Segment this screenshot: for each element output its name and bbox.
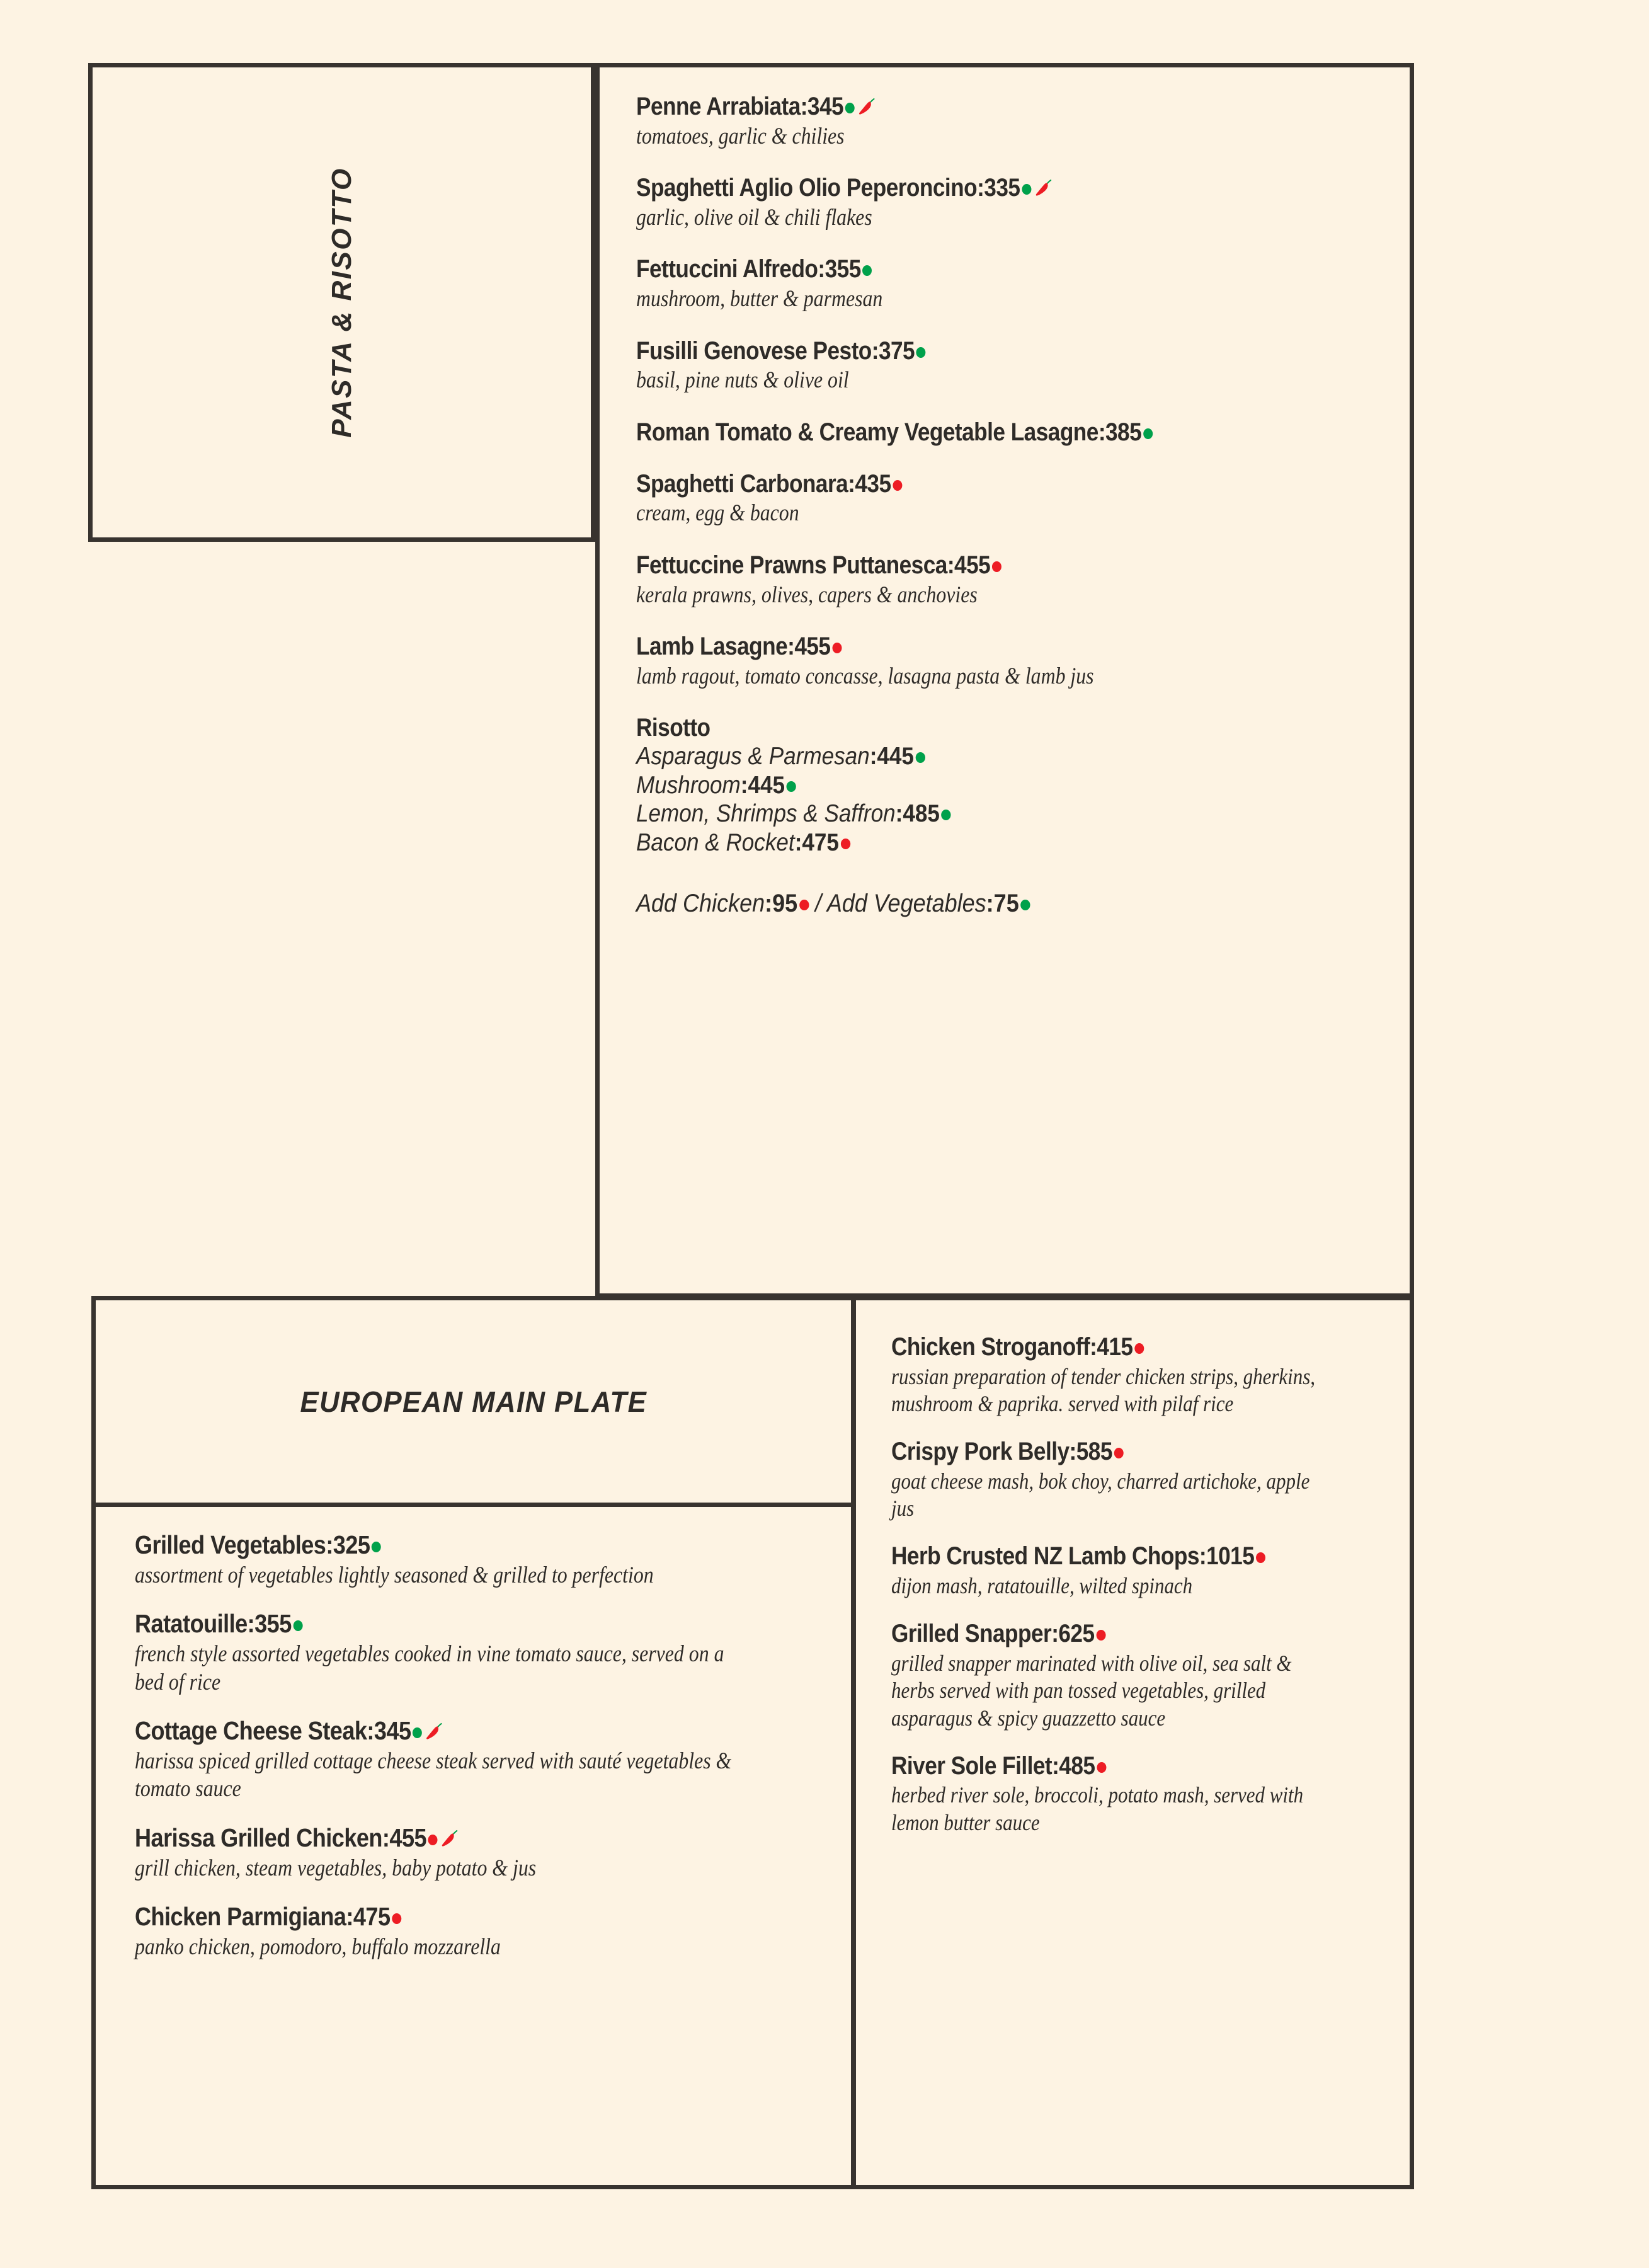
menu-item-title: Grilled Vegetables:325 xyxy=(135,1531,747,1560)
menu-item-description: grill chicken, steam vegetables, baby potato & jus xyxy=(135,1855,537,1881)
menu-item-description: russian preparation of tender chicken strips, gherkins, mushroom & paprika. served with pilaf rice xyxy=(891,1363,1316,1416)
menu-item xyxy=(135,1903,831,1961)
veg-marker-dot xyxy=(862,265,872,276)
chili-pepper-icon xyxy=(425,1722,444,1741)
menu-item-title: Penne Arrabiata:345 xyxy=(636,93,1296,121)
menu-item-title: Fettuccine Prawns Puttanesca:455 xyxy=(636,551,1296,580)
menu-item-description: lamb ragout, tomato concasse, lasagna pasta & lamb jus xyxy=(636,663,1094,689)
european-main-plate-section-title: EUROPEAN MAIN PLATE xyxy=(300,1385,647,1418)
menu-item-title: Spaghetti Carbonara:435 xyxy=(636,470,1296,498)
pasta-risotto-items-box xyxy=(595,63,1414,1298)
veg-marker-dot xyxy=(916,752,925,763)
menu-item-title: Spaghetti Aglio Olio Peperoncino:335 xyxy=(636,174,1296,202)
menu-item-description: tomatoes, garlic & chilies xyxy=(636,123,845,149)
menu-item-description: basil, pine nuts & olive oil xyxy=(636,367,849,394)
menu-item-title: Cottage Cheese Steak:345 xyxy=(135,1717,747,1746)
non-veg-marker-dot xyxy=(1134,1343,1144,1354)
veg-marker-dot xyxy=(372,1542,381,1552)
veg-marker-dot xyxy=(413,1727,422,1738)
menu-item-title: Crispy Pork Belly:585 xyxy=(891,1438,1329,1466)
chili-pepper-icon xyxy=(440,1830,459,1848)
non-veg-marker-dot xyxy=(799,900,809,910)
non-veg-marker-dot xyxy=(1096,1630,1105,1641)
non-veg-marker-dot xyxy=(893,480,902,491)
menu-item-description: cream, egg & bacon xyxy=(636,500,799,527)
menu-item xyxy=(891,1542,1389,1600)
non-veg-marker-dot xyxy=(428,1835,438,1845)
menu-item-description: harissa spiced grilled cottage cheese steak served with sauté vegetables & tomato sauce xyxy=(135,1748,732,1802)
menu-item xyxy=(636,551,1386,609)
menu-item-description: kerala prawns, olives, capers & anchovies xyxy=(636,581,978,608)
menu-item-title: Fettuccini Alfredo:355 xyxy=(636,255,1296,284)
chili-pepper-icon xyxy=(857,98,876,117)
menu-item-description: herbed river sole, broccoli, potato mash, served with lemon butter sauce xyxy=(891,1782,1304,1835)
risotto-group xyxy=(636,714,1386,857)
menu-item xyxy=(636,418,1386,447)
menu-item-title: River Sole Fillet:485 xyxy=(891,1752,1329,1780)
menu-item xyxy=(636,633,1386,690)
veg-marker-dot xyxy=(1143,428,1153,439)
pasta-risotto-section-title: PASTA & RISOTTO xyxy=(326,167,357,438)
menu-item xyxy=(891,1438,1389,1522)
chili-pepper-icon xyxy=(1034,179,1053,198)
menu-item-description: mushroom, butter & parmesan xyxy=(636,286,883,312)
menu-item xyxy=(891,1333,1389,1418)
menu-item-title: Chicken Parmigiana:475 xyxy=(135,1903,747,1932)
european-right-items-box xyxy=(852,1296,1414,2189)
risotto-variant: Asparagus & Parmesan:445 xyxy=(636,742,1311,771)
menu-item-description: grilled snapper marinated with olive oil, sea salt & herbs served with pan tossed vegetables, grilled asparagus & spicy guazzetto sauce xyxy=(891,1651,1292,1731)
non-veg-marker-dot xyxy=(1097,1762,1106,1773)
veg-marker-dot xyxy=(916,347,926,358)
menu-item xyxy=(636,93,1386,151)
menu-item-title: Chicken Stroganoff:415 xyxy=(891,1333,1329,1361)
menu-item-title: Fusilli Genovese Pesto:375 xyxy=(636,337,1296,365)
menu-item-description: french style assorted vegetables cooked in vine tomato sauce, served on a bed of rice xyxy=(135,1641,724,1695)
menu-item-title: Roman Tomato & Creamy Vegetable Lasagne:385 xyxy=(636,418,1296,447)
menu-item xyxy=(891,1620,1389,1731)
menu-item-description: assortment of vegetables lightly seasoned & grilled to perfection xyxy=(135,1562,654,1588)
risotto-variant: Lemon, Shrimps & Saffron:485 xyxy=(636,799,1311,828)
menu-item-title: Ratatouille:355 xyxy=(135,1610,747,1639)
menu-item xyxy=(135,1824,831,1882)
menu-item-title: Herb Crusted NZ Lamb Chops:1015 xyxy=(891,1542,1329,1571)
menu-item xyxy=(135,1531,831,1589)
veg-marker-dot xyxy=(1020,900,1030,910)
menu-item xyxy=(636,255,1386,313)
menu-item-title: Harissa Grilled Chicken:455 xyxy=(135,1824,747,1853)
veg-marker-dot xyxy=(845,103,855,113)
menu-item-title: Lamb Lasagne:455 xyxy=(636,633,1296,661)
menu-item-title: Grilled Snapper:625 xyxy=(891,1620,1329,1648)
non-veg-marker-dot xyxy=(1256,1552,1265,1563)
menu-item xyxy=(135,1717,831,1804)
menu-item-description: garlic, olive oil & chili flakes xyxy=(636,204,872,231)
non-veg-marker-dot xyxy=(992,561,1001,572)
menu-item xyxy=(135,1610,831,1697)
veg-marker-dot xyxy=(787,781,796,792)
non-veg-marker-dot xyxy=(832,643,842,653)
european-main-plate-section-label-box xyxy=(91,1296,855,1507)
european-left-item-list xyxy=(135,1531,831,1961)
menu-item-description: goat cheese mash, bok choy, charred artichoke, apple jus xyxy=(891,1468,1310,1521)
veg-marker-dot xyxy=(942,810,951,820)
european-left-items-box xyxy=(91,1503,855,2189)
menu-item xyxy=(636,174,1386,232)
non-veg-marker-dot xyxy=(841,839,850,849)
menu-item xyxy=(636,337,1386,395)
veg-marker-dot xyxy=(1022,184,1031,195)
veg-marker-dot xyxy=(293,1620,302,1631)
menu-item xyxy=(891,1752,1389,1836)
european-right-item-list xyxy=(891,1333,1389,1836)
addons-line: Add Chicken:95 / Add Vegetables:75 xyxy=(636,890,1311,918)
menu-item-description: dijon mash, ratatouille, wilted spinach xyxy=(891,1573,1193,1599)
non-veg-marker-dot xyxy=(392,1913,401,1924)
risotto-variant: Bacon & Rocket:475 xyxy=(636,828,1311,857)
risotto-variant: Mushroom:445 xyxy=(636,771,1311,800)
menu-item-description: panko chicken, pomodoro, buffalo mozzarella xyxy=(135,1933,501,1960)
menu-item xyxy=(636,470,1386,528)
pasta-risotto-section-label-box xyxy=(88,63,595,542)
pasta-item-list xyxy=(636,93,1386,918)
non-veg-marker-dot xyxy=(1114,1448,1124,1458)
risotto-group-heading: Risotto xyxy=(636,714,710,742)
